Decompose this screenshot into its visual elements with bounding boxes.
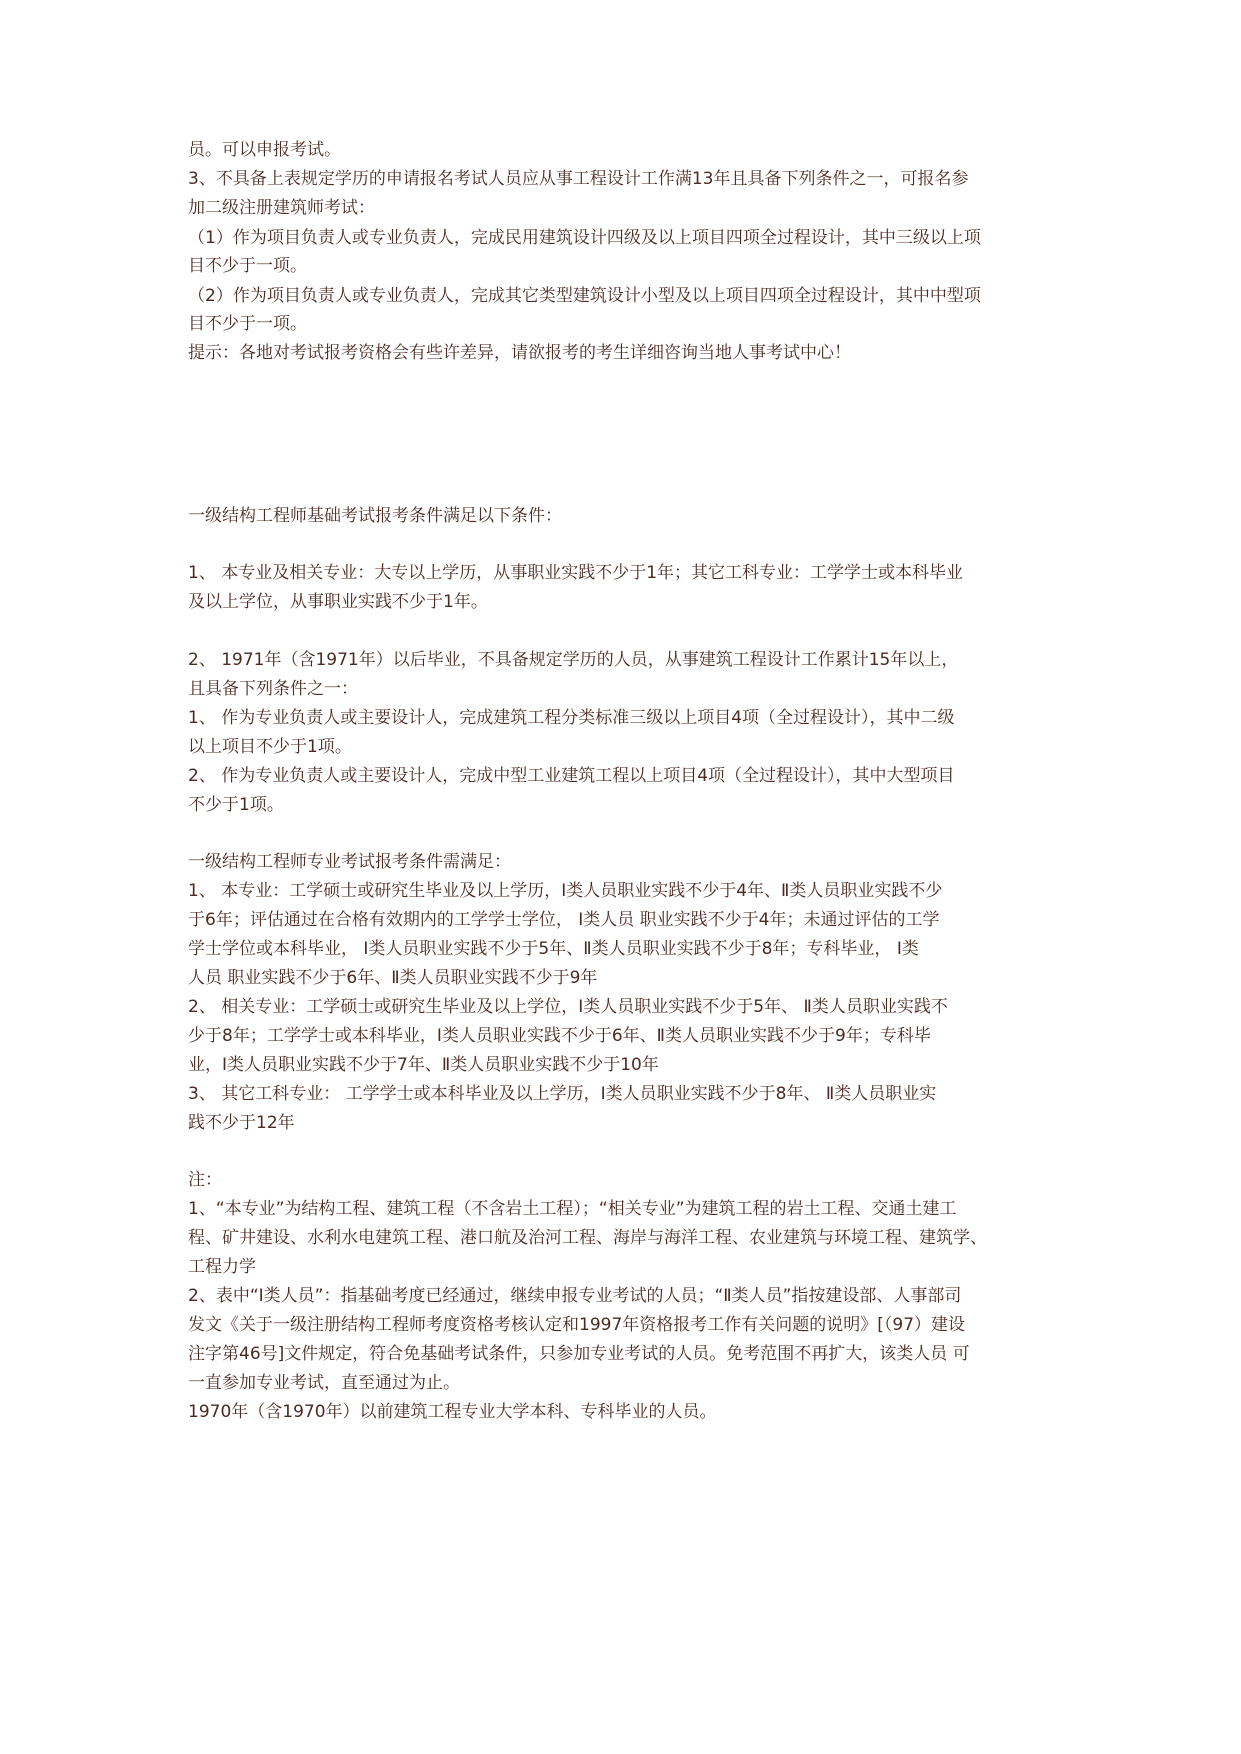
text-line: 以上项目不少于1项。 bbox=[188, 737, 352, 757]
text-line: 提示：各地对考试报考资格会有些许差异，请欲报考的考生详细咨询当地人事考试中心！ bbox=[188, 343, 851, 363]
text-line: （1）作为项目负责人或专业负责人，完成民用建筑设计四级及以上项目四项全过程设计，其中三级以上项 bbox=[188, 228, 981, 248]
text-line: 目不少于一项。 bbox=[188, 314, 307, 334]
text-line: 2、 相关专业：工学硕士或研究生毕业及以上学位，Ⅰ类人员职业实践不少于5年、 Ⅱ类人员职业实践不 bbox=[188, 997, 948, 1017]
text-line: 3、 其它工科专业： 工学学士或本科毕业及以上学历，Ⅰ类人员职业实践不少于8年、 Ⅱ类人员职业实 bbox=[188, 1084, 937, 1104]
text-line: 践不少于12年 bbox=[188, 1113, 295, 1133]
text-line: 注字第46号]文件规定，符合免基础考试条件，只参加专业考试的人员。免考范围不再扩大，该类人员 可 bbox=[188, 1344, 970, 1364]
text-line: 人员 职业实践不少于6年、Ⅱ类人员职业实践不少于9年 bbox=[188, 968, 598, 988]
text-line: 业，Ⅰ类人员职业实践不少于7年、Ⅱ类人员职业实践不少于10年 bbox=[188, 1055, 659, 1075]
text-line: 1970年（含1970年）以前建筑工程专业大学本科、专科毕业的人员。 bbox=[188, 1402, 717, 1422]
text-line: 1、 本专业：工学硕士或研究生毕业及以上学历，Ⅰ类人员职业实践不少于4年、Ⅱ类人员职业实践不少 bbox=[188, 881, 943, 901]
text-line: 于6年；评估通过在合格有效期内的工学学士学位， Ⅰ类人员 职业实践不少于4年；未通过评估的工学 bbox=[188, 910, 940, 930]
text-line: 不少于1项。 bbox=[188, 795, 284, 815]
text-line: 且具备下列条件之一： bbox=[188, 679, 358, 699]
text-line: 1、“本专业”为结构工程、建筑工程（不含岩土工程）；“相关专业”为建筑工程的岩土工程、交通土建工 bbox=[188, 1199, 957, 1219]
section-heading: 一级结构工程师专业考试报考条件需满足： bbox=[188, 852, 511, 872]
text-line: 发文《关于一级注册结构工程师考度资格考核认定和1997年资格报考工作有关问题的说明》[（97）建设 bbox=[188, 1315, 966, 1335]
text-line: 3、不具备上表规定学历的申请报名考试人员应从事工程设计工作满13年且具备下列条件之一，可报名参 bbox=[188, 169, 969, 189]
text-line: 学士学位或本科毕业， Ⅰ类人员职业实践不少于5年、Ⅱ类人员职业实践不少于8年；专科毕业， Ⅰ类 bbox=[188, 939, 919, 959]
text-line: 员。可以申报考试。 bbox=[188, 140, 341, 160]
text-line: 2、表中“Ⅰ类人员”：指基础考度已经通过，继续申报专业考试的人员；“Ⅱ类人员”指按建设部、人事部司 bbox=[188, 1286, 962, 1306]
text-line: 2、 作为专业负责人或主要设计人，完成中型工业建筑工程以上项目4项（全过程设计），其中大型项目 bbox=[188, 766, 955, 786]
section-heading: 一级结构工程师基础考试报考条件满足以下条件： bbox=[188, 506, 562, 526]
text-line: 一直参加专业考试，直至通过为止。 bbox=[188, 1373, 460, 1393]
text-line: 1、 作为专业负责人或主要设计人，完成建筑工程分类标准三级以上项目4项（全过程设计），其中二级 bbox=[188, 708, 955, 728]
text-line: （2）作为项目负责人或专业负责人，完成其它类型建筑设计小型及以上项目四项全过程设计，其中中型项 bbox=[188, 286, 981, 306]
text-line: 1、 本专业及相关专业：大专以上学历，从事职业实践不少于1年；其它工科专业：工学学士或本科毕业 bbox=[188, 563, 964, 583]
text-line: 少于8年；工学学士或本科毕业，Ⅰ类人员职业实践不少于6年、Ⅱ类人员职业实践不少于9年；专科毕 bbox=[188, 1026, 931, 1046]
text-line: 2、 1971年（含1971年）以后毕业，不具备规定学历的人员，从事建筑工程设计工作累计15年以上， bbox=[188, 650, 959, 670]
text-line: 加二级注册建筑师考试： bbox=[188, 198, 375, 218]
text-line: 程、矿井建设、水利水电建筑工程、港口航及治河工程、海岸与海洋工程、农业建筑与环境工程、建筑学、 bbox=[188, 1228, 987, 1248]
text-line: 及以上学位，从事职业实践不少于1年。 bbox=[188, 592, 488, 612]
text-line: 工程力学 bbox=[188, 1257, 256, 1277]
note-heading: 注： bbox=[188, 1170, 222, 1190]
text-line: 目不少于一项。 bbox=[188, 256, 307, 276]
